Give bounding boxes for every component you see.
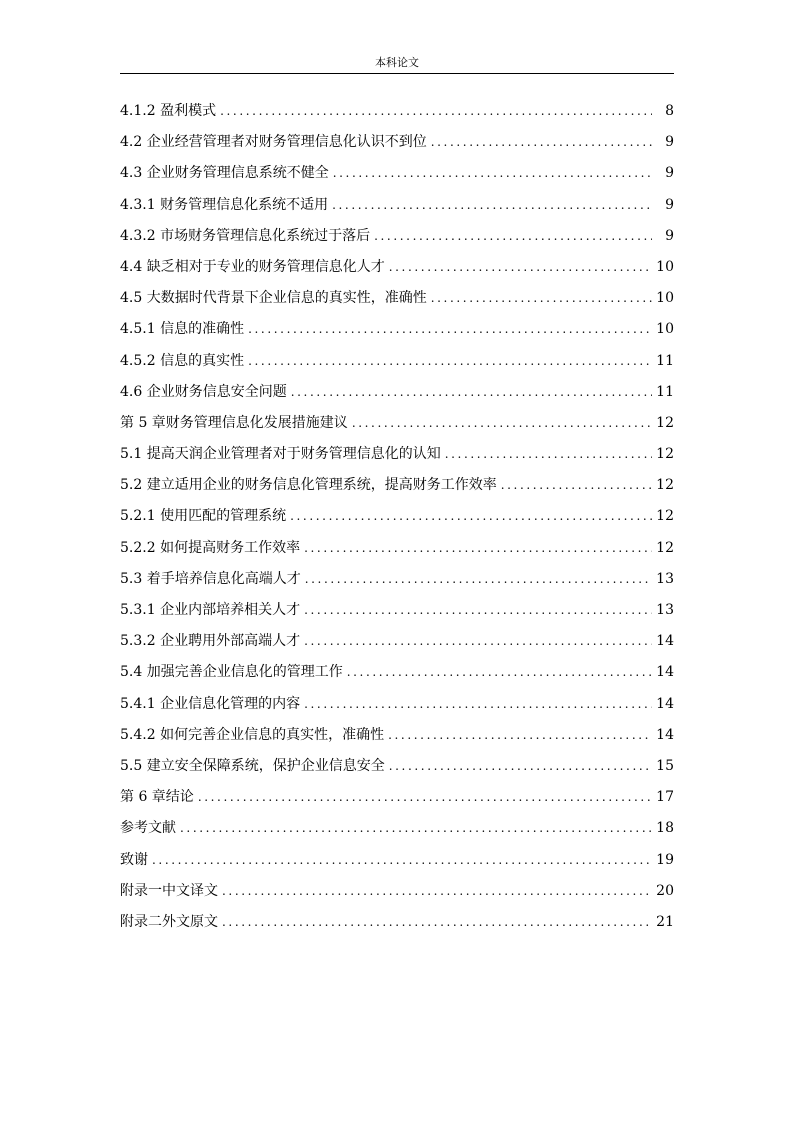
toc-entry[interactable] [120, 600, 674, 631]
toc-page-number: 9 [665, 196, 674, 213]
toc-entry-title: 第 5 章财务管理信息化发展措施建议 [120, 414, 348, 431]
toc-entry-title: 5.3.1 企业内部培养相关人才 [120, 602, 301, 618]
toc-page-number: 19 [656, 851, 674, 868]
toc-dot-leader [304, 600, 652, 620]
toc-entry[interactable] [120, 319, 674, 350]
toc-dot-leader [347, 662, 652, 682]
toc-dot-leader [222, 912, 652, 932]
toc-page-number: 13 [656, 570, 674, 587]
toc-dot-leader [304, 694, 652, 714]
toc-entry[interactable] [120, 725, 674, 756]
toc-entry-title: 4.3 企业财务管理信息系统不健全 [120, 165, 329, 182]
toc-page-number: 13 [656, 602, 674, 618]
toc-page-number: 9 [665, 134, 674, 151]
toc-entry[interactable] [120, 226, 674, 257]
toc-dot-leader [152, 850, 652, 870]
toc-page-number: 10 [656, 321, 674, 338]
toc-entry-title: 4.6 企业财务信息安全问题 [120, 383, 287, 400]
toc-entry[interactable] [120, 694, 674, 725]
table-of-contents [120, 101, 674, 943]
toc-page-number: 12 [656, 539, 674, 556]
toc-page-number: 9 [665, 165, 674, 182]
toc-dot-leader [332, 195, 652, 215]
toc-dot-leader [248, 319, 652, 339]
toc-page-number: 9 [665, 227, 674, 244]
toc-entry-title: 5.3.2 企业聘用外部高端人才 [120, 633, 301, 650]
toc-dot-leader [305, 569, 652, 589]
toc-entry[interactable] [120, 569, 674, 600]
toc-dot-leader [290, 506, 652, 526]
toc-entry-title: 4.5 大数据时代背景下企业信息的真实性，准确性 [120, 290, 427, 307]
toc-entry-title: 4.5.1 信息的准确性 [120, 321, 245, 338]
toc-page-number: 15 [656, 757, 674, 774]
toc-dot-leader [333, 163, 652, 183]
toc-entry[interactable] [120, 912, 674, 943]
toc-page-number: 12 [656, 414, 674, 431]
toc-entry[interactable] [120, 257, 674, 288]
toc-dot-leader [304, 631, 652, 651]
toc-entry[interactable] [120, 631, 674, 662]
header-rule [120, 73, 674, 74]
toc-entry-title: 附录一中文译文 [120, 882, 218, 899]
toc-entry-title: 5.1 提高天润企业管理者对于财务管理信息化的认知 [120, 446, 441, 463]
toc-dot-leader [374, 226, 652, 246]
toc-entry[interactable] [120, 132, 674, 163]
toc-entry-title: 4.4 缺乏相对于专业的财务管理信息化人才 [120, 258, 385, 275]
toc-entry-title: 4.3.2 市场财务管理信息化系统过于落后 [120, 227, 371, 244]
toc-page-number: 20 [656, 882, 674, 899]
toc-page-number: 11 [656, 383, 674, 400]
toc-entry[interactable] [120, 506, 674, 537]
toc-entry[interactable] [120, 288, 674, 319]
toc-entry-title: 5.4 加强完善企业信息化的管理工作 [120, 664, 343, 681]
toc-dot-leader [352, 413, 652, 433]
toc-dot-leader [222, 881, 652, 901]
toc-dot-leader [431, 288, 652, 308]
toc-entry-title: 5.2 建立适用企业的财务信息化管理系统，提高财务工作效率 [120, 477, 497, 494]
toc-dot-leader [304, 538, 652, 558]
toc-dot-leader [248, 351, 652, 371]
toc-page-number: 8 [665, 103, 674, 119]
toc-entry[interactable] [120, 662, 674, 693]
toc-dot-leader [431, 132, 652, 152]
toc-dot-leader [389, 756, 652, 776]
toc-entry-title: 参考文献 [120, 820, 176, 837]
toc-entry-title: 5.2.1 使用匹配的管理系统 [120, 508, 287, 525]
toc-entry[interactable] [120, 538, 674, 569]
toc-entry-title: 5.4.1 企业信息化管理的内容 [120, 695, 301, 712]
toc-page-number: 14 [656, 633, 674, 650]
toc-entry[interactable] [120, 818, 674, 849]
toc-entry[interactable] [120, 101, 674, 132]
toc-entry-title: 5.5 建立安全保障系统，保护企业信息安全 [120, 757, 385, 774]
toc-dot-leader [198, 787, 652, 807]
toc-page-number: 11 [656, 352, 674, 369]
toc-page-number: 14 [656, 664, 674, 681]
toc-entry-title: 致谢 [120, 851, 148, 868]
toc-page-number: 21 [656, 913, 674, 930]
toc-entry[interactable] [120, 382, 674, 413]
toc-entry-title: 附录二外文原文 [120, 913, 218, 930]
toc-entry[interactable] [120, 195, 674, 226]
toc-dot-leader [501, 475, 652, 495]
toc-entry-title: 4.5.2 信息的真实性 [120, 352, 245, 369]
toc-entry[interactable] [120, 413, 674, 444]
toc-page-number: 17 [656, 789, 674, 806]
toc-entry[interactable] [120, 351, 674, 382]
toc-entry-title: 4.2 企业经营管理者对财务管理信息化认识不到位 [120, 134, 427, 151]
toc-entry[interactable] [120, 756, 674, 787]
toc-entry-title: 5.3 着手培养信息化高端人才 [120, 570, 301, 587]
toc-page-number: 10 [656, 290, 674, 307]
toc-dot-leader [180, 818, 652, 838]
toc-entry-title: 5.2.2 如何提高财务工作效率 [120, 539, 301, 556]
toc-dot-leader [388, 725, 652, 745]
toc-page-number: 14 [656, 726, 674, 743]
toc-entry-title: 5.4.2 如何完善企业信息的真实性，准确性 [120, 726, 385, 743]
toc-entry[interactable] [120, 475, 674, 506]
toc-entry[interactable] [120, 850, 674, 881]
toc-dot-leader [445, 444, 652, 464]
toc-entry[interactable] [120, 163, 674, 194]
toc-page-number: 14 [656, 695, 674, 712]
toc-page-number: 12 [656, 508, 674, 525]
toc-entry[interactable] [120, 787, 674, 818]
toc-page-number: 10 [656, 258, 674, 275]
toc-page-number: 18 [656, 820, 674, 837]
toc-dot-leader [291, 382, 652, 402]
toc-entry[interactable] [120, 881, 674, 912]
page-header: 本科论文 [375, 56, 419, 69]
toc-page-number: 12 [656, 446, 674, 463]
toc-entry-title: 第 6 章结论 [120, 789, 194, 806]
toc-entry-title: 4.1.2 盈利模式 [120, 103, 217, 119]
toc-dot-leader [389, 257, 652, 277]
toc-page-number: 12 [656, 477, 674, 494]
toc-entry[interactable] [120, 444, 674, 475]
toc-entry-title: 4.3.1 财务管理信息化系统不适用 [120, 196, 329, 213]
toc-dot-leader [220, 101, 652, 121]
